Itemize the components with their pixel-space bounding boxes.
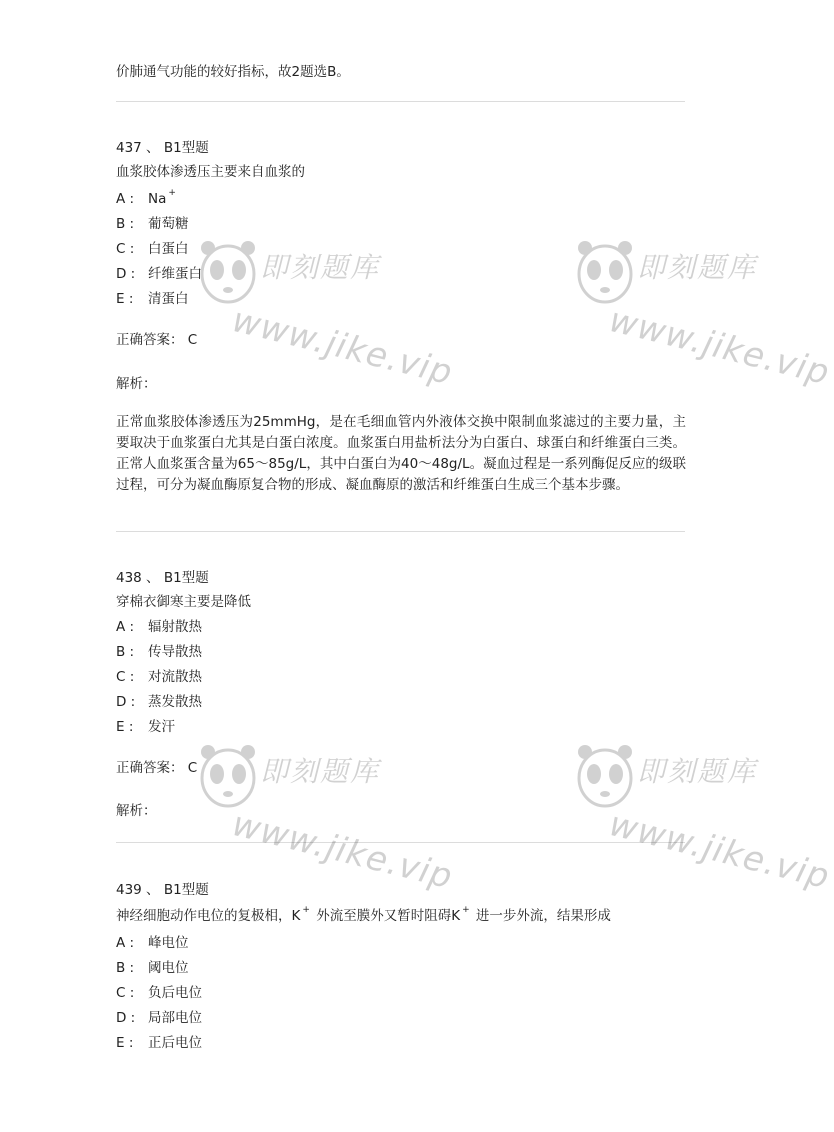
option-d — [116, 1008, 202, 1028]
option-label: D : — [116, 266, 136, 282]
watermark-brand: 即刻题库 — [637, 251, 758, 284]
option-d — [116, 264, 202, 284]
option-label: C : — [116, 669, 135, 685]
option-text: 峰电位 — [148, 935, 189, 951]
option-a — [116, 933, 189, 953]
option-e — [116, 717, 175, 737]
watermark — [575, 238, 834, 394]
watermark-brand: 即刻题库 — [637, 755, 758, 788]
separator — [116, 531, 685, 532]
option-text: 纤维蛋白 — [148, 266, 202, 282]
option-text: 对流散热 — [148, 669, 202, 685]
option-e — [116, 1033, 202, 1053]
option-c — [116, 667, 202, 687]
analysis-label: 解析： — [116, 803, 157, 819]
option-label: E : — [116, 1035, 134, 1051]
watermark-brand: 即刻题库 — [260, 755, 381, 788]
option-b — [116, 642, 202, 662]
option-text: 辐射散热 — [148, 619, 202, 635]
option-b — [116, 214, 189, 234]
option-text: 阈电位 — [148, 960, 189, 976]
option-c — [116, 239, 189, 259]
question-437-header: 437 、 B1型题 — [116, 140, 209, 156]
question-438-header: 438 、 B1型题 — [116, 570, 209, 586]
panda-logo-icon — [198, 742, 258, 812]
option-label: A : — [116, 619, 135, 635]
option-label: D : — [116, 1010, 136, 1026]
watermark — [198, 238, 457, 394]
question-437-stem: 血浆胶体渗透压主要来自血浆的 — [116, 164, 305, 180]
analysis-label: 解析： — [116, 376, 157, 392]
option-label: B : — [116, 216, 135, 232]
option-text: 蒸发散热 — [148, 694, 202, 710]
option-text: 葡萄糖 — [148, 216, 189, 232]
option-text: 局部电位 — [148, 1010, 202, 1026]
stem-part: 外流至膜外又暂时阻碍K — [311, 908, 461, 924]
option-text: 白蛋白 — [148, 241, 189, 257]
option-label: D : — [116, 694, 136, 710]
option-label: E : — [116, 291, 134, 307]
watermark-url: www.jike.vip — [228, 300, 457, 394]
option-label: B : — [116, 644, 135, 660]
question-439-stem — [116, 906, 611, 926]
separator — [116, 101, 685, 102]
separator — [116, 842, 685, 843]
option-d — [116, 692, 202, 712]
superscript: + — [462, 905, 470, 915]
option-label: B : — [116, 960, 135, 976]
previous-analysis-tail: 价肺通气功能的较好指标，故2题选B。 — [116, 64, 350, 80]
watermark-brand: 即刻题库 — [260, 251, 381, 284]
option-label: C : — [116, 985, 135, 1001]
option-label: A : — [116, 191, 135, 207]
answer-label: 正确答案： — [116, 332, 184, 348]
option-label: A : — [116, 935, 135, 951]
option-c — [116, 983, 202, 1003]
watermark-url: www.jike.vip — [605, 804, 834, 898]
correct-answer — [116, 330, 197, 350]
option-label: E : — [116, 719, 134, 735]
stem-part: 神经细胞动作电位的复极相，K — [116, 908, 301, 924]
option-text: 负后电位 — [148, 985, 202, 1001]
option-text: 正后电位 — [148, 1035, 202, 1051]
answer-value: C — [187, 332, 198, 348]
option-text: Na — [148, 191, 167, 207]
question-439-header: 439 、 B1型题 — [116, 882, 209, 898]
option-a — [116, 189, 178, 209]
answer-label: 正确答案： — [116, 760, 184, 776]
panda-logo-icon — [198, 238, 258, 308]
option-b — [116, 958, 189, 978]
answer-value: C — [187, 760, 198, 776]
watermark — [198, 742, 457, 898]
superscript: + — [168, 188, 176, 198]
panda-logo-icon — [575, 238, 635, 308]
question-438-stem: 穿棉衣御寒主要是降低 — [116, 594, 251, 610]
watermark-url: www.jike.vip — [605, 300, 834, 394]
option-e — [116, 289, 189, 309]
panda-logo-icon — [575, 742, 635, 812]
superscript: + — [302, 905, 310, 915]
option-text: 清蛋白 — [148, 291, 189, 307]
analysis-text: 正常血浆胶体渗透压为25mmHg，是在毛细血管内外液体交换中限制血浆滤过的主要力量，主要取决于血浆蛋白尤其是白蛋白浓度。血浆蛋白用盐析法分为白蛋白、球蛋白和纤维蛋白三类。正常人血浆蛋含量为65～85g/L，其中白蛋白为40～48g/L。凝血过程是一系列酶促反应的级联过程，可分为凝血酶原复合物的形成、凝血酶原的激活和纤维蛋白生成三个基本步骤。 — [116, 414, 686, 493]
option-label: C : — [116, 241, 135, 257]
stem-part: 进一步外流，结果形成 — [471, 908, 611, 924]
correct-answer — [116, 758, 197, 778]
watermark — [575, 742, 834, 898]
option-text: 传导散热 — [148, 644, 202, 660]
option-a — [116, 617, 202, 637]
option-text: 发汗 — [148, 719, 175, 735]
watermark-url: www.jike.vip — [228, 804, 457, 898]
